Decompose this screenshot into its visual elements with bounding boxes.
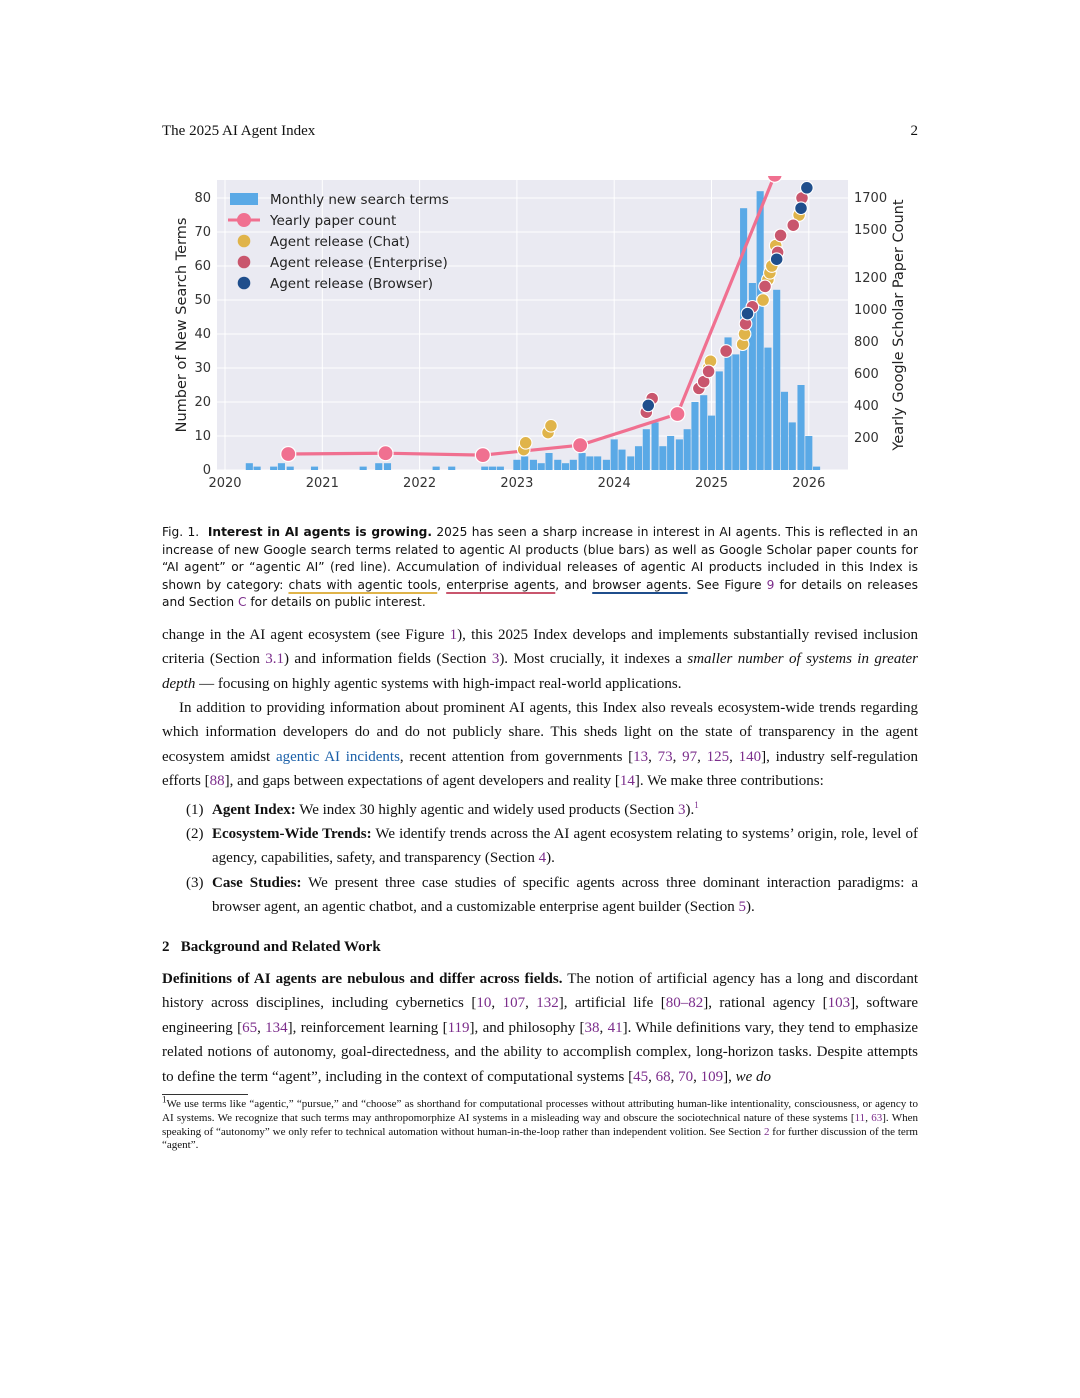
text: for further discussion of the term “agent”. xyxy=(162,1125,918,1152)
search-term-bar xyxy=(375,463,382,470)
citation-link[interactable]: 103 xyxy=(827,995,851,1012)
paper-count-point xyxy=(378,446,393,461)
search-term-bar xyxy=(481,467,488,470)
citation-link[interactable]: 41 xyxy=(607,1019,623,1036)
search-term-bar xyxy=(530,460,537,470)
paragraph-1 xyxy=(162,623,918,696)
text: ), this 2025 Index develops and implements substantially revised inclusion criteria (Section xyxy=(162,627,918,668)
release-enterprise-point xyxy=(774,229,787,242)
y-axis-right-label: Yearly Google Scholar Paper Count xyxy=(891,199,907,451)
text: We present three case studies of specific agents across three dominant interaction paradigms: a browser agent, an agentic chatbot, and a customizable enterprise agent builder (Section xyxy=(212,875,918,916)
search-term-bar xyxy=(659,446,666,470)
citation-link[interactable]: 80–82 xyxy=(665,995,704,1012)
text: ], and gaps between expectations of agent developers and reality [ xyxy=(224,773,620,790)
legend-label: Agent release (Browser) xyxy=(270,276,434,292)
sep: , xyxy=(648,1068,656,1085)
running-head: The 2025 AI Agent Index xyxy=(162,123,316,139)
text: We use terms like “agentic,” “pursue,” and “choose” as shorthand for computational processes without attributing human-like intentionality, consciousness, or agency to AI systems. We recognize that such terms may anthropomorphize AI systems in a misleading way and obscure the sociotechnical nature of these systems [ xyxy=(162,1098,918,1124)
caption-bold: Interest in AI agents is growing. xyxy=(207,525,432,539)
release-browser-point xyxy=(795,202,808,215)
x-tick-label: 2026 xyxy=(792,476,826,491)
citation-link[interactable]: 88 xyxy=(209,773,225,790)
citation-link[interactable]: 63 xyxy=(871,1111,883,1124)
search-term-bar xyxy=(545,453,552,470)
citation-link[interactable]: 125 xyxy=(706,748,730,765)
text: ], industry self-regulation efforts [ xyxy=(162,748,919,790)
search-term-bar xyxy=(781,392,788,470)
citation-link[interactable]: 70 xyxy=(678,1068,694,1085)
y-right-tick-label: 1200 xyxy=(854,271,888,286)
search-term-bar xyxy=(570,460,577,470)
emphasis: smaller number of systems in greater depth xyxy=(162,651,918,692)
search-term-bar xyxy=(448,467,455,470)
section-ref-link[interactable]: 3 xyxy=(677,802,686,818)
citation-link[interactable]: 119 xyxy=(447,1019,470,1036)
citation-link[interactable]: 65 xyxy=(242,1019,258,1036)
search-term-bar xyxy=(732,354,739,470)
caption-browser-category: browser agents xyxy=(592,577,688,592)
sep: , xyxy=(525,995,537,1012)
sep: , xyxy=(693,1068,701,1085)
search-term-bar xyxy=(384,463,391,470)
search-term-bar xyxy=(691,402,698,470)
x-tick-label: 2020 xyxy=(208,476,242,491)
y-left-tick-label: 20 xyxy=(194,395,211,410)
search-term-bar xyxy=(594,456,601,470)
caption-text: 2025 has seen a sharp increase in interest in AI agents. This is reflected in an increase of new Google search terms related to agentic AI products (blue bars) as well as Google Scholar paper counts for “AI agent” or “agentic AI” (red line). Accumulation of individual releases of agentic AI products included in this Index is shown by category: xyxy=(162,525,919,592)
figure-1-chart xyxy=(160,176,920,496)
citation-link[interactable]: 97 xyxy=(682,748,698,765)
footnote-divider xyxy=(162,1094,248,1095)
search-term-bar xyxy=(797,385,804,470)
section-heading xyxy=(162,939,381,956)
citation-link[interactable]: 45 xyxy=(633,1068,649,1085)
citation-link[interactable]: 13 xyxy=(633,748,649,765)
search-term-bar xyxy=(635,446,642,470)
section-number: 2 xyxy=(162,939,170,955)
x-tick-label: 2022 xyxy=(403,476,437,491)
footnote-marker[interactable]: 1 xyxy=(694,800,699,810)
text: ], software engineering [ xyxy=(162,995,919,1036)
chart-svg xyxy=(160,176,920,496)
section-ref-link[interactable]: 3.1 xyxy=(265,651,285,668)
caption-sep: , and xyxy=(555,577,593,592)
text: , recent attention from governments [ xyxy=(399,748,634,765)
text: ]. While definitions vary, they tend to emphasize related notions of autonomy, goal-directedness, and the ability to accomplish complex, long-horizon tasks. Despite attempts to define the term “agent”, including in the context of computational systems [ xyxy=(162,1019,919,1085)
release-chat-point xyxy=(519,437,532,450)
release-chat-point xyxy=(545,420,558,433)
y-right-tick-label: 800 xyxy=(854,335,879,350)
sep: , xyxy=(257,1019,266,1036)
text: ). xyxy=(685,802,695,818)
y-right-tick-label: 200 xyxy=(854,431,879,446)
section-ref-link[interactable]: 5 xyxy=(738,899,746,916)
text: In addition to providing information about prominent AI agents, this Index also reveals ecosystem-wide trends regarding which information developers do and do not publicly share. This sheds light on the state of transparency in the agent ecosystem amidst xyxy=(162,700,918,765)
legend-chat-marker xyxy=(238,235,251,248)
legend-bar-swatch xyxy=(230,193,258,205)
figure-ref-link[interactable]: 9 xyxy=(766,577,775,592)
citation-link[interactable]: 132 xyxy=(536,995,559,1012)
citation-link[interactable]: 10 xyxy=(476,995,492,1012)
citation-link[interactable]: 134 xyxy=(265,1019,288,1036)
legend-browser-marker xyxy=(238,277,251,290)
text: ) and information fields (Section xyxy=(284,651,492,668)
text: ]. We make three contributions: xyxy=(634,773,824,790)
y-right-tick-label: 1500 xyxy=(854,223,888,238)
citation-link[interactable]: 68 xyxy=(655,1068,671,1085)
y-left-tick-label: 30 xyxy=(194,361,211,376)
y-right-tick-label: 1000 xyxy=(854,303,888,318)
search-term-bar xyxy=(246,463,253,470)
contribution-item xyxy=(186,822,918,871)
citation-link[interactable]: 11 xyxy=(854,1111,866,1124)
search-term-bar xyxy=(667,436,674,470)
search-term-bar xyxy=(716,371,723,470)
sep: , xyxy=(672,748,683,765)
caption-label: Fig. 1. xyxy=(162,525,200,539)
search-term-bar xyxy=(611,439,618,470)
x-tick-label: 2021 xyxy=(305,476,339,491)
release-enterprise-point xyxy=(720,345,733,358)
search-term-bar xyxy=(270,467,277,470)
contribution-item xyxy=(186,798,918,822)
contribution-item xyxy=(186,871,918,920)
y-left-tick-label: 60 xyxy=(194,259,211,274)
search-term-bar xyxy=(311,467,318,470)
search-term-bar xyxy=(773,290,780,470)
caption-chat-category: chats with agentic tools xyxy=(288,577,438,592)
legend-line-marker xyxy=(237,213,251,227)
text: — focusing on highly agentic systems with high-impact real-world applications. xyxy=(195,675,682,692)
text: ], artificial life [ xyxy=(558,995,666,1012)
sep: , xyxy=(865,1111,872,1124)
y-right-tick-label: 1700 xyxy=(854,191,888,206)
caption-text: . See Figure xyxy=(687,577,767,592)
search-term-bar xyxy=(254,467,261,470)
search-term-bar xyxy=(805,436,812,470)
text: ], rational agency [ xyxy=(703,995,828,1012)
list-number: (3) xyxy=(186,875,204,891)
caption-enterprise-category: enterprise agents xyxy=(446,577,556,592)
legend-enterprise-marker xyxy=(238,256,251,269)
release-browser-point xyxy=(801,182,814,195)
paper-count-point xyxy=(475,448,490,463)
search-term-bar xyxy=(562,463,569,470)
paper-count-point xyxy=(281,447,296,462)
search-term-bar xyxy=(579,453,586,470)
search-term-bar xyxy=(789,422,796,470)
text: ], xyxy=(723,1068,736,1085)
release-enterprise-point xyxy=(702,365,715,378)
contribution-title: Case Studies: xyxy=(212,875,302,891)
y-left-tick-label: 80 xyxy=(194,191,211,206)
paper-count-point xyxy=(573,438,588,453)
section-ref-link[interactable]: 2 xyxy=(763,1125,770,1138)
figure-caption xyxy=(162,524,918,612)
sep: , xyxy=(670,1068,679,1085)
release-browser-point xyxy=(770,253,783,266)
search-term-bar xyxy=(360,467,367,470)
figure-ref-link[interactable]: 1 xyxy=(449,627,458,643)
search-term-bar xyxy=(433,467,440,470)
search-term-bar xyxy=(513,460,520,470)
sep: , xyxy=(491,995,503,1012)
y-axis-left-label: Number of New Search Terms xyxy=(174,217,190,433)
release-browser-point xyxy=(642,399,655,412)
sep: , xyxy=(648,748,658,765)
x-tick-label: 2023 xyxy=(500,476,534,491)
legend-label: Monthly new search terms xyxy=(270,192,449,208)
citation-link[interactable]: 73 xyxy=(657,748,673,765)
y-right-tick-label: 400 xyxy=(854,399,879,414)
citation-link[interactable]: 109 xyxy=(700,1068,724,1085)
search-term-bar xyxy=(489,467,496,470)
caption-text: for details on public interest. xyxy=(246,595,426,610)
y-left-tick-label: 70 xyxy=(194,225,211,240)
text: ], and philosophy [ xyxy=(469,1019,585,1036)
search-term-bar xyxy=(652,422,659,470)
page-number: 2 xyxy=(910,123,918,139)
text: ]. When speaking of “autonomy” we only refer to technical automation without human-in-the-loop rather than independent volition. See Section xyxy=(162,1111,919,1138)
x-tick-label: 2025 xyxy=(694,476,729,491)
release-browser-point xyxy=(741,307,754,320)
search-term-bar xyxy=(708,416,715,470)
text: ). xyxy=(745,899,755,916)
list-number: (2) xyxy=(186,826,204,842)
footnote xyxy=(162,1094,919,1153)
search-term-bar xyxy=(497,467,504,470)
contribution-title: Ecosystem-Wide Trends: xyxy=(212,826,372,842)
footnote-number: 1 xyxy=(162,1094,167,1105)
text: ). Most crucially, it indexes a xyxy=(499,651,688,668)
search-term-bar xyxy=(287,467,294,470)
section-ref-link[interactable]: 3 xyxy=(491,651,500,668)
search-term-bar xyxy=(676,439,683,470)
search-term-bar xyxy=(603,460,610,470)
search-term-bar xyxy=(554,460,561,470)
emphasis: we do xyxy=(735,1068,772,1085)
text: We identify trends across the AI agent ecosystem relating to systems’ origin, role, level of agency, capabilities, safety, and transparency (Section xyxy=(212,826,918,867)
search-term-bar xyxy=(813,467,820,470)
text: change in the AI agent ecosystem (see Figure xyxy=(162,627,450,643)
search-term-bar xyxy=(521,456,528,470)
legend-label: Agent release (Enterprise) xyxy=(270,255,448,271)
search-term-bar xyxy=(764,348,771,470)
y-left-tick-label: 10 xyxy=(194,429,211,444)
caption-text: for details on releases and Section xyxy=(162,577,918,610)
search-term-bar xyxy=(278,463,285,470)
sep: , xyxy=(599,1019,608,1036)
search-term-bar xyxy=(643,429,650,470)
sep: , xyxy=(697,748,707,765)
citation-link[interactable]: 38 xyxy=(584,1019,600,1036)
search-term-bar xyxy=(684,429,691,470)
legend-label: Agent release (Chat) xyxy=(270,234,410,250)
citation-link[interactable]: 107 xyxy=(502,995,526,1012)
text: We index 30 highly agentic and widely used products (Section xyxy=(295,802,678,818)
search-term-bar xyxy=(700,395,707,470)
citation-link[interactable]: 140 xyxy=(738,748,762,765)
incidents-link[interactable]: agentic AI incidents xyxy=(275,748,400,765)
paragraph-lead: Definitions of AI agents are nebulous and differ across fields. xyxy=(162,971,563,987)
search-term-bar xyxy=(627,456,634,470)
search-term-bar xyxy=(586,456,593,470)
section-ref-link[interactable]: C xyxy=(237,595,247,610)
caption-sep: , xyxy=(437,577,447,592)
text: The notion of artificial agency has a long and discordant history across disciplines, including cybernetics [ xyxy=(162,971,918,1012)
release-enterprise-point xyxy=(759,280,772,293)
list-number: (1) xyxy=(186,802,204,818)
search-term-bar xyxy=(618,450,625,470)
search-term-bar xyxy=(538,463,545,470)
y-left-tick-label: 40 xyxy=(194,327,211,342)
x-tick-label: 2024 xyxy=(597,476,631,491)
y-left-tick-label: 0 xyxy=(202,463,211,478)
paragraph-2 xyxy=(162,696,918,794)
release-enterprise-point xyxy=(787,219,800,232)
y-right-tick-label: 600 xyxy=(854,367,879,382)
section-title: Background and Related Work xyxy=(180,939,381,955)
contribution-title: Agent Index: xyxy=(212,802,296,818)
paragraph-3 xyxy=(162,967,918,1089)
search-term-bar xyxy=(757,191,764,470)
section-ref-link[interactable]: 4 xyxy=(538,850,547,867)
paper-count-point xyxy=(670,407,685,422)
y-left-tick-label: 50 xyxy=(194,293,211,308)
text: ). xyxy=(546,850,555,867)
sep: , xyxy=(729,748,739,765)
citation-link[interactable]: 14 xyxy=(619,773,635,790)
legend-label: Yearly paper count xyxy=(270,213,397,229)
text: ], reinforcement learning [ xyxy=(287,1019,448,1036)
